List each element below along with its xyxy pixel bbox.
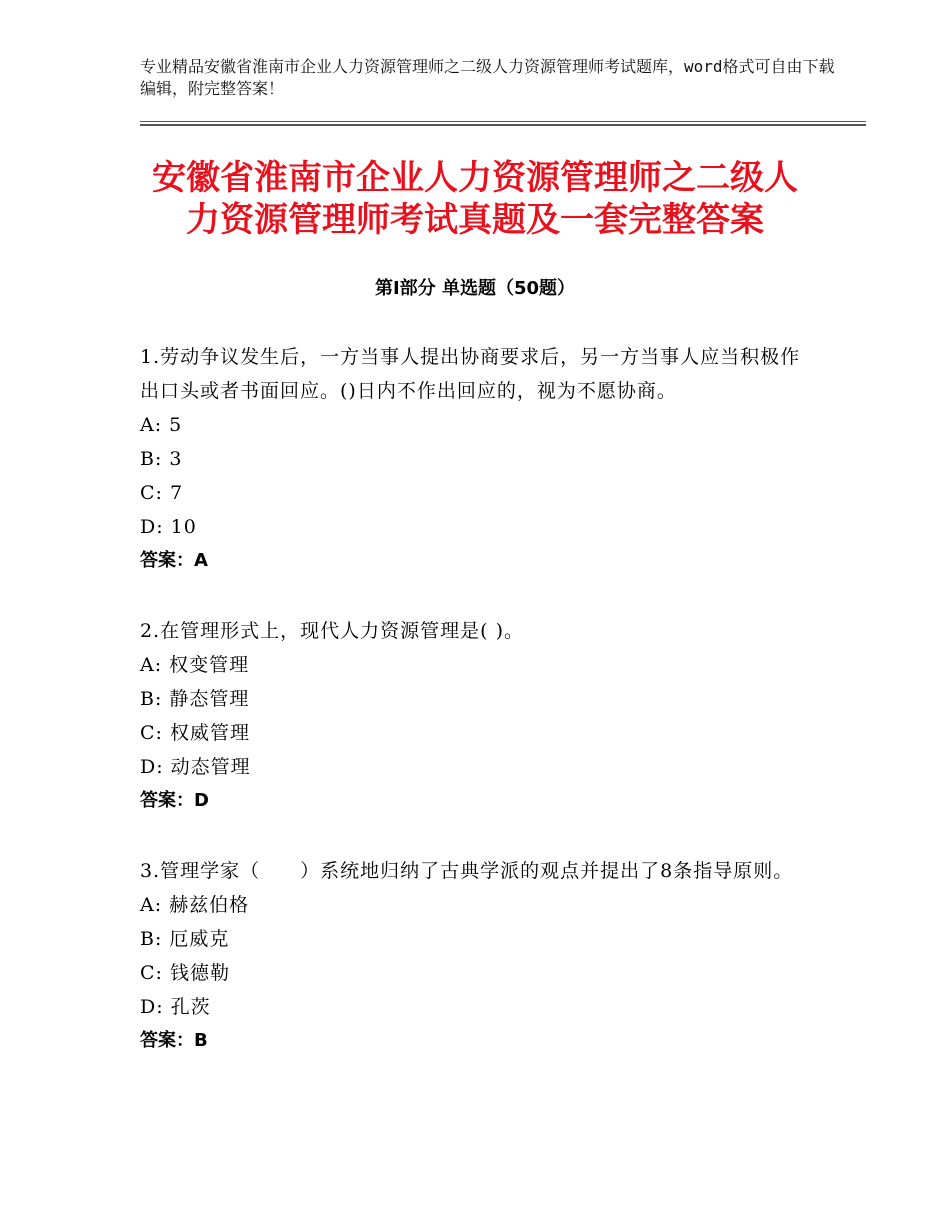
- header-divider-bottom: [140, 124, 866, 126]
- question-list: [140, 340, 820, 1094]
- answer: 答案：A: [140, 550, 208, 571]
- question-2: [140, 614, 820, 818]
- section-heading: 第Ⅰ部分 单选题（50题）: [374, 278, 575, 299]
- question-stem: 3.管理学家（ ）系统地归纳了古典学派的观点并提出了8条指导原则。: [140, 860, 794, 882]
- option-b: B: 3: [140, 448, 183, 470]
- option-b: B: 厄威克: [140, 928, 230, 950]
- header-divider-top: [140, 121, 866, 122]
- document-title: [100, 157, 850, 241]
- option-d: D: 10: [140, 516, 197, 538]
- question-stem: 1.劳动争议发生后，一方当事人提出协商要求后，另一方当事人应当积极作出口头或者书面回应。()日内不作出回应的，视为不愿协商。: [140, 346, 801, 402]
- answer: 答案：B: [140, 1030, 208, 1051]
- option-d: D: 动态管理: [140, 756, 251, 778]
- option-b: B: 静态管理: [140, 688, 250, 710]
- question-stem: 2.在管理形式上，现代人力资源管理是( )。: [140, 620, 524, 642]
- option-a: A: 赫兹伯格: [140, 894, 250, 916]
- question-1: [140, 340, 820, 578]
- answer: 答案：D: [140, 790, 209, 811]
- header-note: 专业精品安徽省淮南市企业人力资源管理师之二级人力资源管理师考试题库，word格式可自由下载编辑，附完整答案！: [140, 57, 835, 98]
- option-a: A: 权变管理: [140, 654, 250, 676]
- title-line-1: 安徽省淮南市企业人力资源管理师之二级人: [152, 158, 798, 198]
- option-c: C: 7: [140, 482, 184, 504]
- question-3: [140, 854, 820, 1058]
- option-a: A: 5: [140, 414, 183, 436]
- title-line-2: 力资源管理师考试真题及一套完整答案: [186, 200, 764, 240]
- option-c: C: 权威管理: [140, 722, 250, 744]
- option-d: D: 孔茨: [140, 996, 211, 1018]
- option-c: C: 钱德勒: [140, 962, 230, 984]
